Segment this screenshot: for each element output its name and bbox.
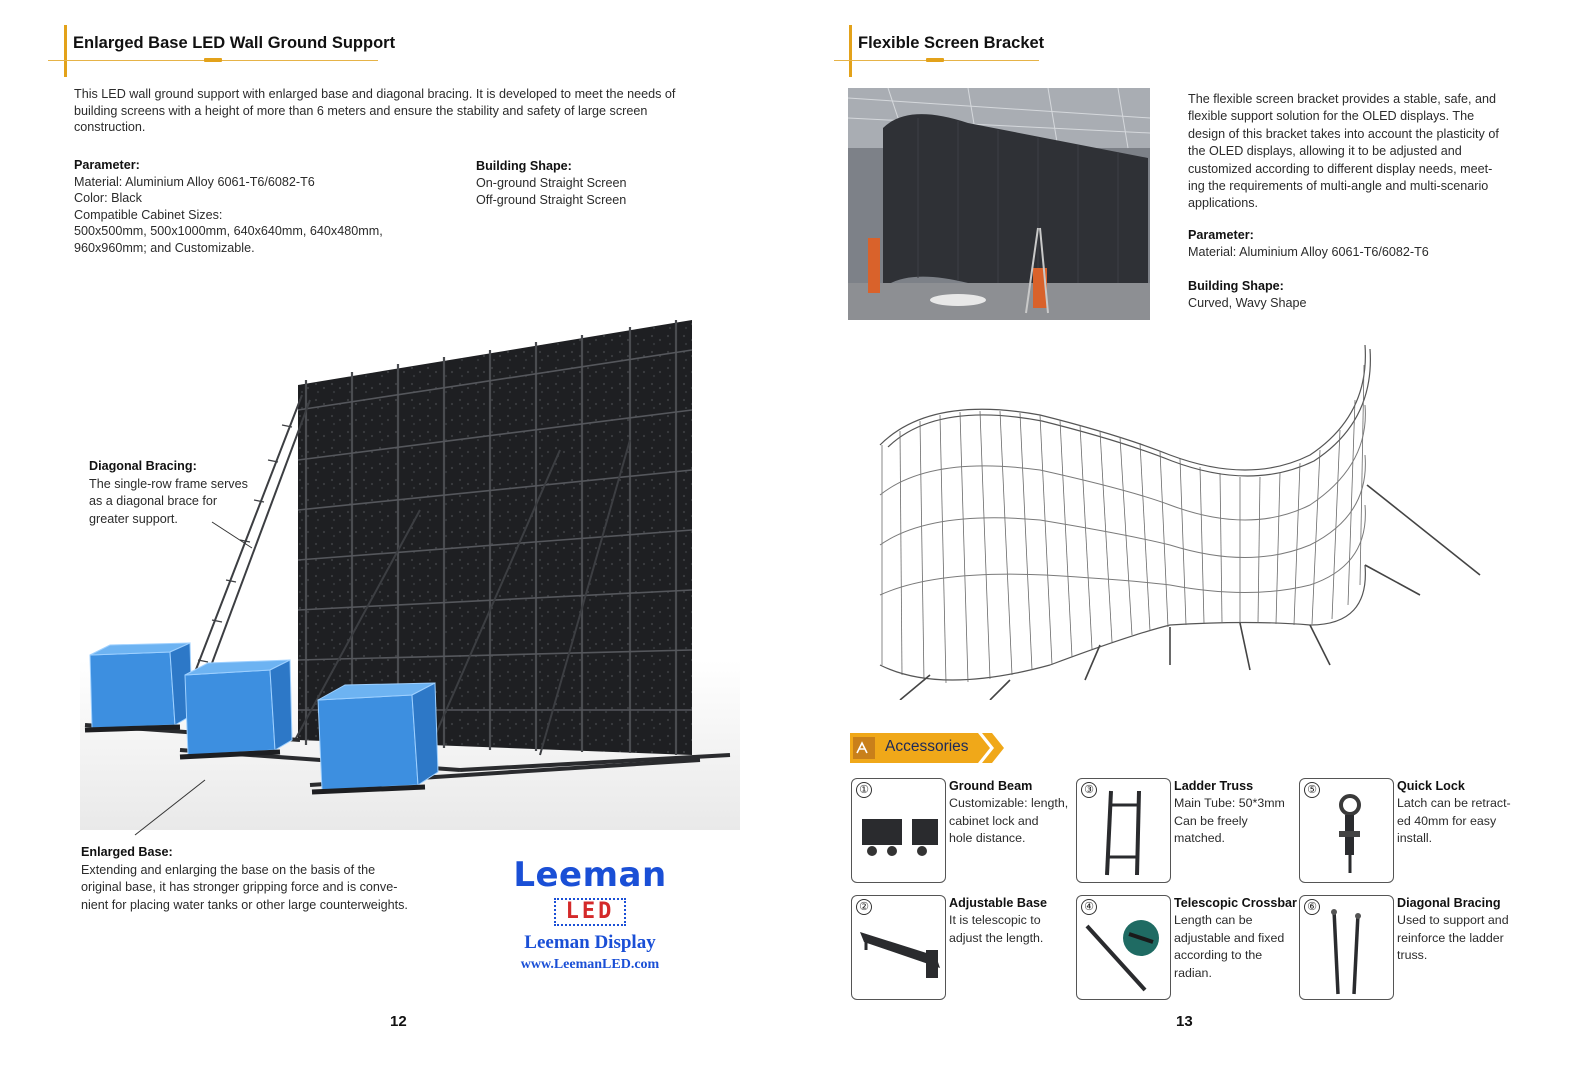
accessory-number: ④ <box>1081 899 1097 915</box>
accessory-diagonal-bracing-image <box>1299 895 1394 1000</box>
left-intro-line: construction. <box>74 120 146 134</box>
parameter-line: Compatible Cabinet Sizes: <box>74 207 223 222</box>
building-shape-heading: Building Shape: <box>476 159 572 173</box>
accessory-title: Ground Beam <box>949 779 1033 793</box>
parameter-heading: Parameter: <box>74 158 140 172</box>
right-parameter-block <box>1188 227 1429 261</box>
parameter-line: 960x960mm; and Customizable. <box>74 240 255 255</box>
adjustable-base-icon <box>856 920 944 990</box>
right-shape-block <box>1188 278 1307 312</box>
accessory-title: Ladder Truss <box>1174 779 1254 793</box>
diagonal-bracing-line: as a diagonal brace for <box>89 494 218 508</box>
right-intro-line: customized according to different display needs, meet- <box>1188 161 1493 176</box>
accessory-telescopic-crossbar-image <box>1076 895 1171 1000</box>
accessory-ladder-truss-image <box>1076 778 1171 883</box>
title-accent-bar <box>849 25 852 77</box>
left-intro <box>74 86 675 136</box>
accessory-line: Can be freely <box>1174 813 1248 828</box>
parameter-heading: Parameter: <box>1188 228 1254 242</box>
curved-bracket-illustration <box>870 335 1495 700</box>
accessory-line: according to the <box>1174 948 1263 962</box>
parameter-line: Color: Black <box>74 191 142 205</box>
left-shape-block <box>476 158 627 209</box>
accessory-number: ⑤ <box>1304 782 1320 798</box>
page-number-left: 12 <box>390 1013 407 1030</box>
building-shape-heading: Building Shape: <box>1188 279 1284 293</box>
accessory-line: cabinet lock and <box>949 813 1039 828</box>
building-shape-line: Curved, Wavy Shape <box>1188 296 1307 310</box>
right-section-title: Flexible Screen Bracket <box>858 34 1045 52</box>
accessory-line: install. <box>1397 831 1433 845</box>
accessory-ladder-truss <box>1174 778 1285 848</box>
ladder-truss-icon <box>1097 787 1152 879</box>
left-intro-line: building screens with a height of more than 6 meters and ensure the stability and safety of large screen <box>74 103 648 118</box>
right-intro-line: the OLED displays, allowing it to be adjusted and <box>1188 144 1462 159</box>
accessory-number: ③ <box>1081 782 1097 798</box>
parameter-line: Material: Aluminium Alloy 6061-T6/6082-T6 <box>74 174 315 189</box>
accessory-quick-lock <box>1397 778 1511 848</box>
accessories-label: Accessories <box>885 738 969 755</box>
accessory-quick-lock-image <box>1299 778 1394 883</box>
accessory-line: Used to support and <box>1397 913 1509 927</box>
accessories-banner <box>850 733 1005 763</box>
left-parameter-block <box>74 157 383 256</box>
right-intro <box>1188 91 1499 213</box>
flexible-screen-photo <box>848 88 1150 320</box>
parameter-line: 500x500mm, 500x1000mm, 640x640mm, 640x480mm, <box>74 224 383 238</box>
accessory-title: Adjustable Base <box>949 896 1047 910</box>
logo-company-name: Leeman Display <box>524 932 656 953</box>
accessory-adjustable-base <box>949 895 1047 947</box>
accessory-ground-beam <box>949 778 1068 848</box>
right-intro-line: The flexible screen bracket provides a stable, safe, and <box>1188 92 1497 106</box>
quick-lock-icon <box>1320 791 1375 879</box>
accessory-line: radian. <box>1174 965 1212 980</box>
diagonal-bracing-line: greater support. <box>89 511 178 526</box>
accessory-line: Length can be <box>1174 913 1253 927</box>
enlarged-base-line: Extending and enlarging the base on the basis of the <box>81 862 376 877</box>
enlarged-base-line: original base, it has stronger gripping force and is conve- <box>81 880 398 894</box>
accessory-number: ② <box>856 899 872 915</box>
accessory-line: Main Tube: 50*3mm <box>1174 796 1285 810</box>
title-underline-mark <box>204 58 222 62</box>
building-shape-line: On-ground Straight Screen <box>476 176 627 190</box>
accessory-line: Latch can be retract- <box>1397 796 1511 810</box>
accessory-telescopic-crossbar <box>1174 895 1297 982</box>
right-intro-line: applications. <box>1188 196 1259 211</box>
enlarged-base-line: nient for placing water tanks or other large counterweights. <box>81 897 408 912</box>
accessory-line: adjustable and fixed <box>1174 930 1285 945</box>
accessory-adjustable-base-image <box>851 895 946 1000</box>
logo-website: www.LeemanLED.com <box>520 957 660 972</box>
left-section-title: Enlarged Base LED Wall Ground Support <box>73 34 396 52</box>
ground-beam-icon <box>858 809 942 864</box>
right-intro-line: flexible support solution for the OLED displays. The <box>1188 109 1475 124</box>
diagonal-bracing-icon <box>1318 904 1378 998</box>
accessory-line: hole distance. <box>949 831 1026 845</box>
accessory-line: matched. <box>1174 831 1225 845</box>
accessory-line: It is telescopic to <box>949 913 1041 927</box>
diagonal-bracing-callout <box>89 458 248 528</box>
logo-wordmark: Leeman <box>513 855 667 895</box>
right-intro-line: ing the requirements of multi-angle and multi-scenario <box>1188 179 1489 194</box>
accessory-line: adjust the length. <box>949 930 1044 945</box>
accessory-number: ① <box>856 782 872 798</box>
accessory-line: reinforce the ladder <box>1397 930 1504 945</box>
right-intro-line: design of this bracket takes into account the plasticity of <box>1188 126 1499 141</box>
diagonal-bracing-heading: Diagonal Bracing: <box>89 459 197 473</box>
building-shape-line: Off-ground Straight Screen <box>476 193 627 207</box>
accessory-title: Diagonal Bracing <box>1397 896 1501 910</box>
accessory-title: Quick Lock <box>1397 779 1465 793</box>
enlarged-base-heading: Enlarged Base: <box>81 845 173 859</box>
accessory-ground-beam-image <box>851 778 946 883</box>
diagonal-bracing-line: The single-row frame serves <box>89 476 248 491</box>
accessory-line: truss. <box>1397 948 1428 962</box>
page-number-right: 13 <box>1176 1013 1193 1030</box>
accessory-line: ed 40mm for easy <box>1397 813 1497 828</box>
telescopic-crossbar-icon <box>1081 912 1169 996</box>
left-intro-line: This LED wall ground support with enlarged base and diagonal bracing. It is developed to meet the needs of <box>74 87 676 101</box>
accessory-number: ⑥ <box>1304 899 1320 915</box>
logo-led-mark: LED <box>554 898 626 926</box>
title-underline-mark <box>926 58 944 62</box>
title-accent-bar <box>64 25 67 77</box>
enlarged-base-callout <box>81 844 408 914</box>
accessory-title: Telescopic Crossbar <box>1174 896 1297 910</box>
leeman-logo <box>505 855 675 973</box>
accessory-line: Customizable: length, <box>949 796 1069 810</box>
parameter-line: Material: Aluminium Alloy 6061-T6/6082-T6 <box>1188 245 1429 259</box>
accessory-diagonal-bracing <box>1397 895 1509 965</box>
led-wall-ground-support-illustration <box>40 300 760 845</box>
